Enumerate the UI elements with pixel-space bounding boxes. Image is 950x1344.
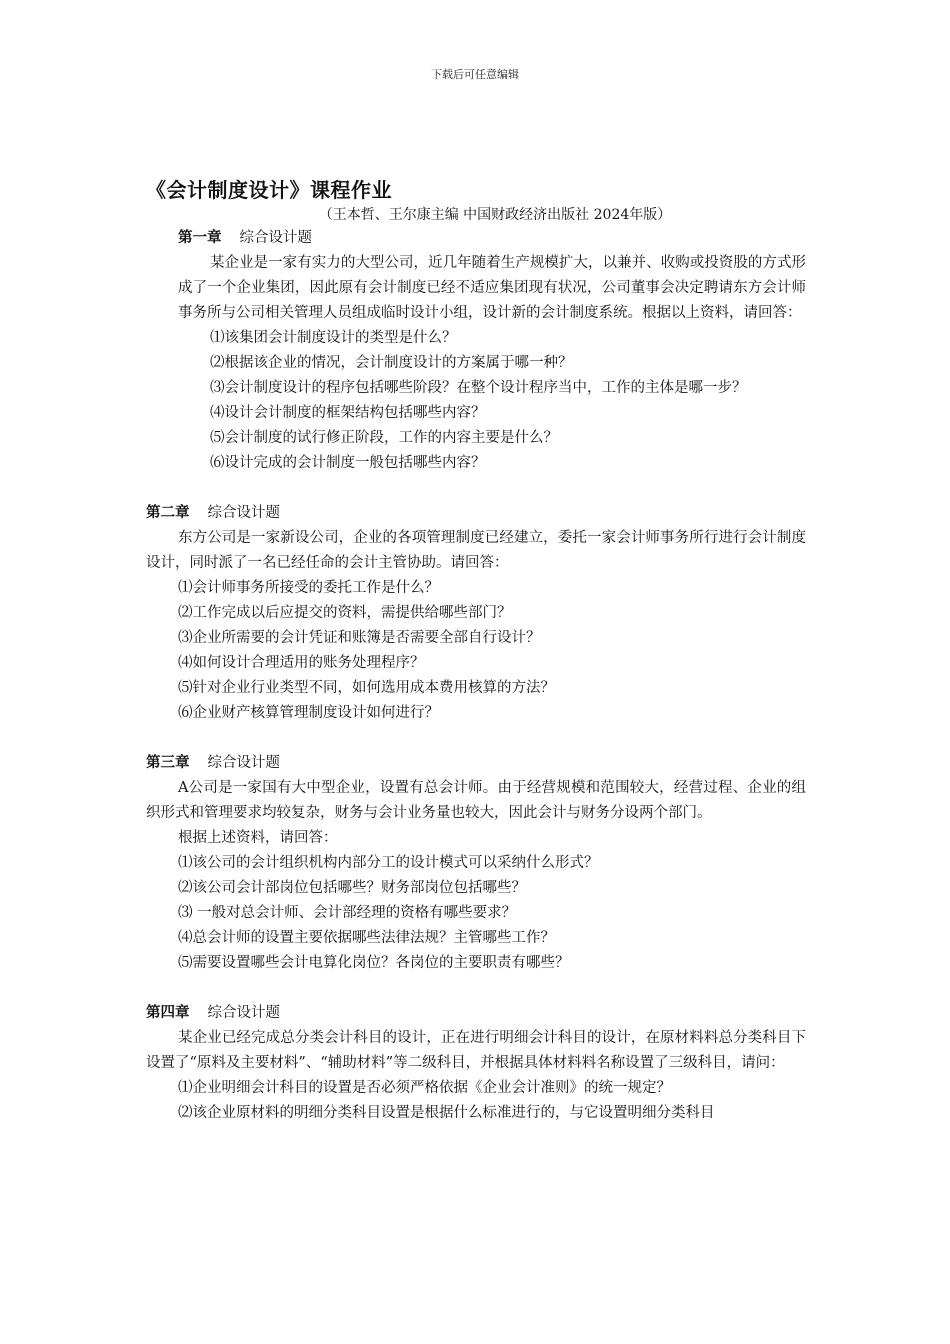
- chapter-paragraph: 某企业已经完成总分类会计科目的设计，正在进行明细会计科目的设计，在原材料料总分类科目下设置了“原料及主要材料”、“辅助材料”等二级科目，并根据具体材料料名称设置了三级科目，请问：: [146, 1030, 806, 1071]
- chapter-paragraph: A公司是一家国有大中型企业，设置有总会计师。由于经营规模和范围较大，经营过程、企业的组织形式和管理要求均较复杂，财务与会计业务量也较大，因此会计与财务分设两个部门。: [146, 780, 806, 821]
- chapter-prompt: 根据上述资料，请回答：: [178, 830, 338, 846]
- question-item: ⑸针对企业行业类型不同，如何选用成本费用核算的方法？: [178, 680, 555, 696]
- question-item: ⑵工作完成以后应提交的资料，需提供给哪些部门？: [178, 605, 512, 621]
- chapter-number: 第三章: [146, 755, 190, 771]
- chapter-type: 综合设计题: [239, 230, 312, 246]
- question-item: ⑸会计制度的试行修正阶段，工作的内容主要是什么？: [210, 430, 558, 446]
- question-item: ⑹企业财产核算管理制度设计如何进行？: [178, 705, 439, 721]
- chapter-number: 第二章: [146, 505, 190, 521]
- question-item: ⑶ 一般对总会计师、会计部经理的资格有哪些要求？: [178, 905, 517, 921]
- document-body: [146, 226, 806, 1126]
- chapter-type: 综合设计题: [207, 505, 280, 521]
- question-item: ⑵该公司会计部岗位包括哪些？财务部岗位包括哪些？: [178, 880, 526, 896]
- chapter-heading: [146, 226, 806, 251]
- chapter-4: [146, 1001, 806, 1126]
- chapter-heading: [146, 751, 806, 776]
- chapter-number: 第四章: [146, 1005, 190, 1021]
- question-item: ⑵根据该企业的情况，会计制度设计的方案属于哪一种？: [210, 355, 573, 371]
- chapter-paragraph: 某企业是一家有实力的大型公司，近几年随着生产规模扩大，以兼并、收购或投资股的方式形成了一个企业集团，因此原有会计制度已经不适应集团现有状况，公司董事会决定聘请东方会计师事务所与公司相关管理人员组成临时设计小组，设计新的会计制度系统。根据以上资料，请回答：: [178, 255, 806, 321]
- question-item: ⑴该公司的会计组织机构内部分工的设计模式可以采纳什么形式？: [178, 855, 599, 871]
- question-item: ⑷如何设计合理适用的账务处理程序？: [178, 655, 425, 671]
- chapter-type: 综合设计题: [207, 1005, 280, 1021]
- chapter-heading: [146, 1001, 806, 1026]
- chapter-number: 第一章: [178, 230, 222, 246]
- question-item: ⑶会计制度设计的程序包括哪些阶段？在整个设计程序当中，工作的主体是哪一步？: [210, 380, 747, 396]
- chapter-heading: [146, 501, 806, 526]
- chapter-1: [146, 226, 806, 476]
- chapter-type: 综合设计题: [207, 755, 280, 771]
- question-item: ⑹设计完成的会计制度一般包括哪些内容？: [210, 455, 486, 471]
- question-item: ⑵该企业原材料的明细分类科目设置是根据什么标准进行的，与它设置明细分类科目: [178, 1105, 715, 1121]
- document-subtitle: （王本哲、王尔康主编 中国财政经济出版社 2024年版）: [318, 207, 672, 223]
- chapter-2: [146, 501, 806, 726]
- question-item: ⑷设计会计制度的框架结构包括哪些内容？: [210, 405, 486, 421]
- chapter-paragraph: 东方公司是一家新设公司，企业的各项管理制度已经建立，委托一家会计师事务所行进行会计制度设计，同时派了一名已经任命的会计主管协助。请回答：: [146, 530, 806, 571]
- question-item: ⑴企业明细会计科目的设置是否必须严格依据《企业会计准则》的统一规定？: [178, 1080, 671, 1096]
- chapter-3: [146, 751, 806, 976]
- question-item: ⑷总会计师的设置主要依据哪些法律法规？主管哪些工作？: [178, 930, 555, 946]
- page-header: 下载后可任意编辑: [431, 68, 519, 81]
- question-item: ⑶企业所需要的会计凭证和账簿是否需要全部自行设计？: [178, 630, 541, 646]
- question-item: ⑴会计师事务所接受的委托工作是什么？: [178, 580, 439, 596]
- question-item: ⑸需要设置哪些会计电算化岗位？各岗位的主要职责有哪些？: [178, 955, 570, 971]
- question-item: ⑴该集团会计制度设计的类型是什么？: [210, 330, 457, 346]
- document-title: 《会计制度设计》课程作业: [146, 178, 392, 202]
